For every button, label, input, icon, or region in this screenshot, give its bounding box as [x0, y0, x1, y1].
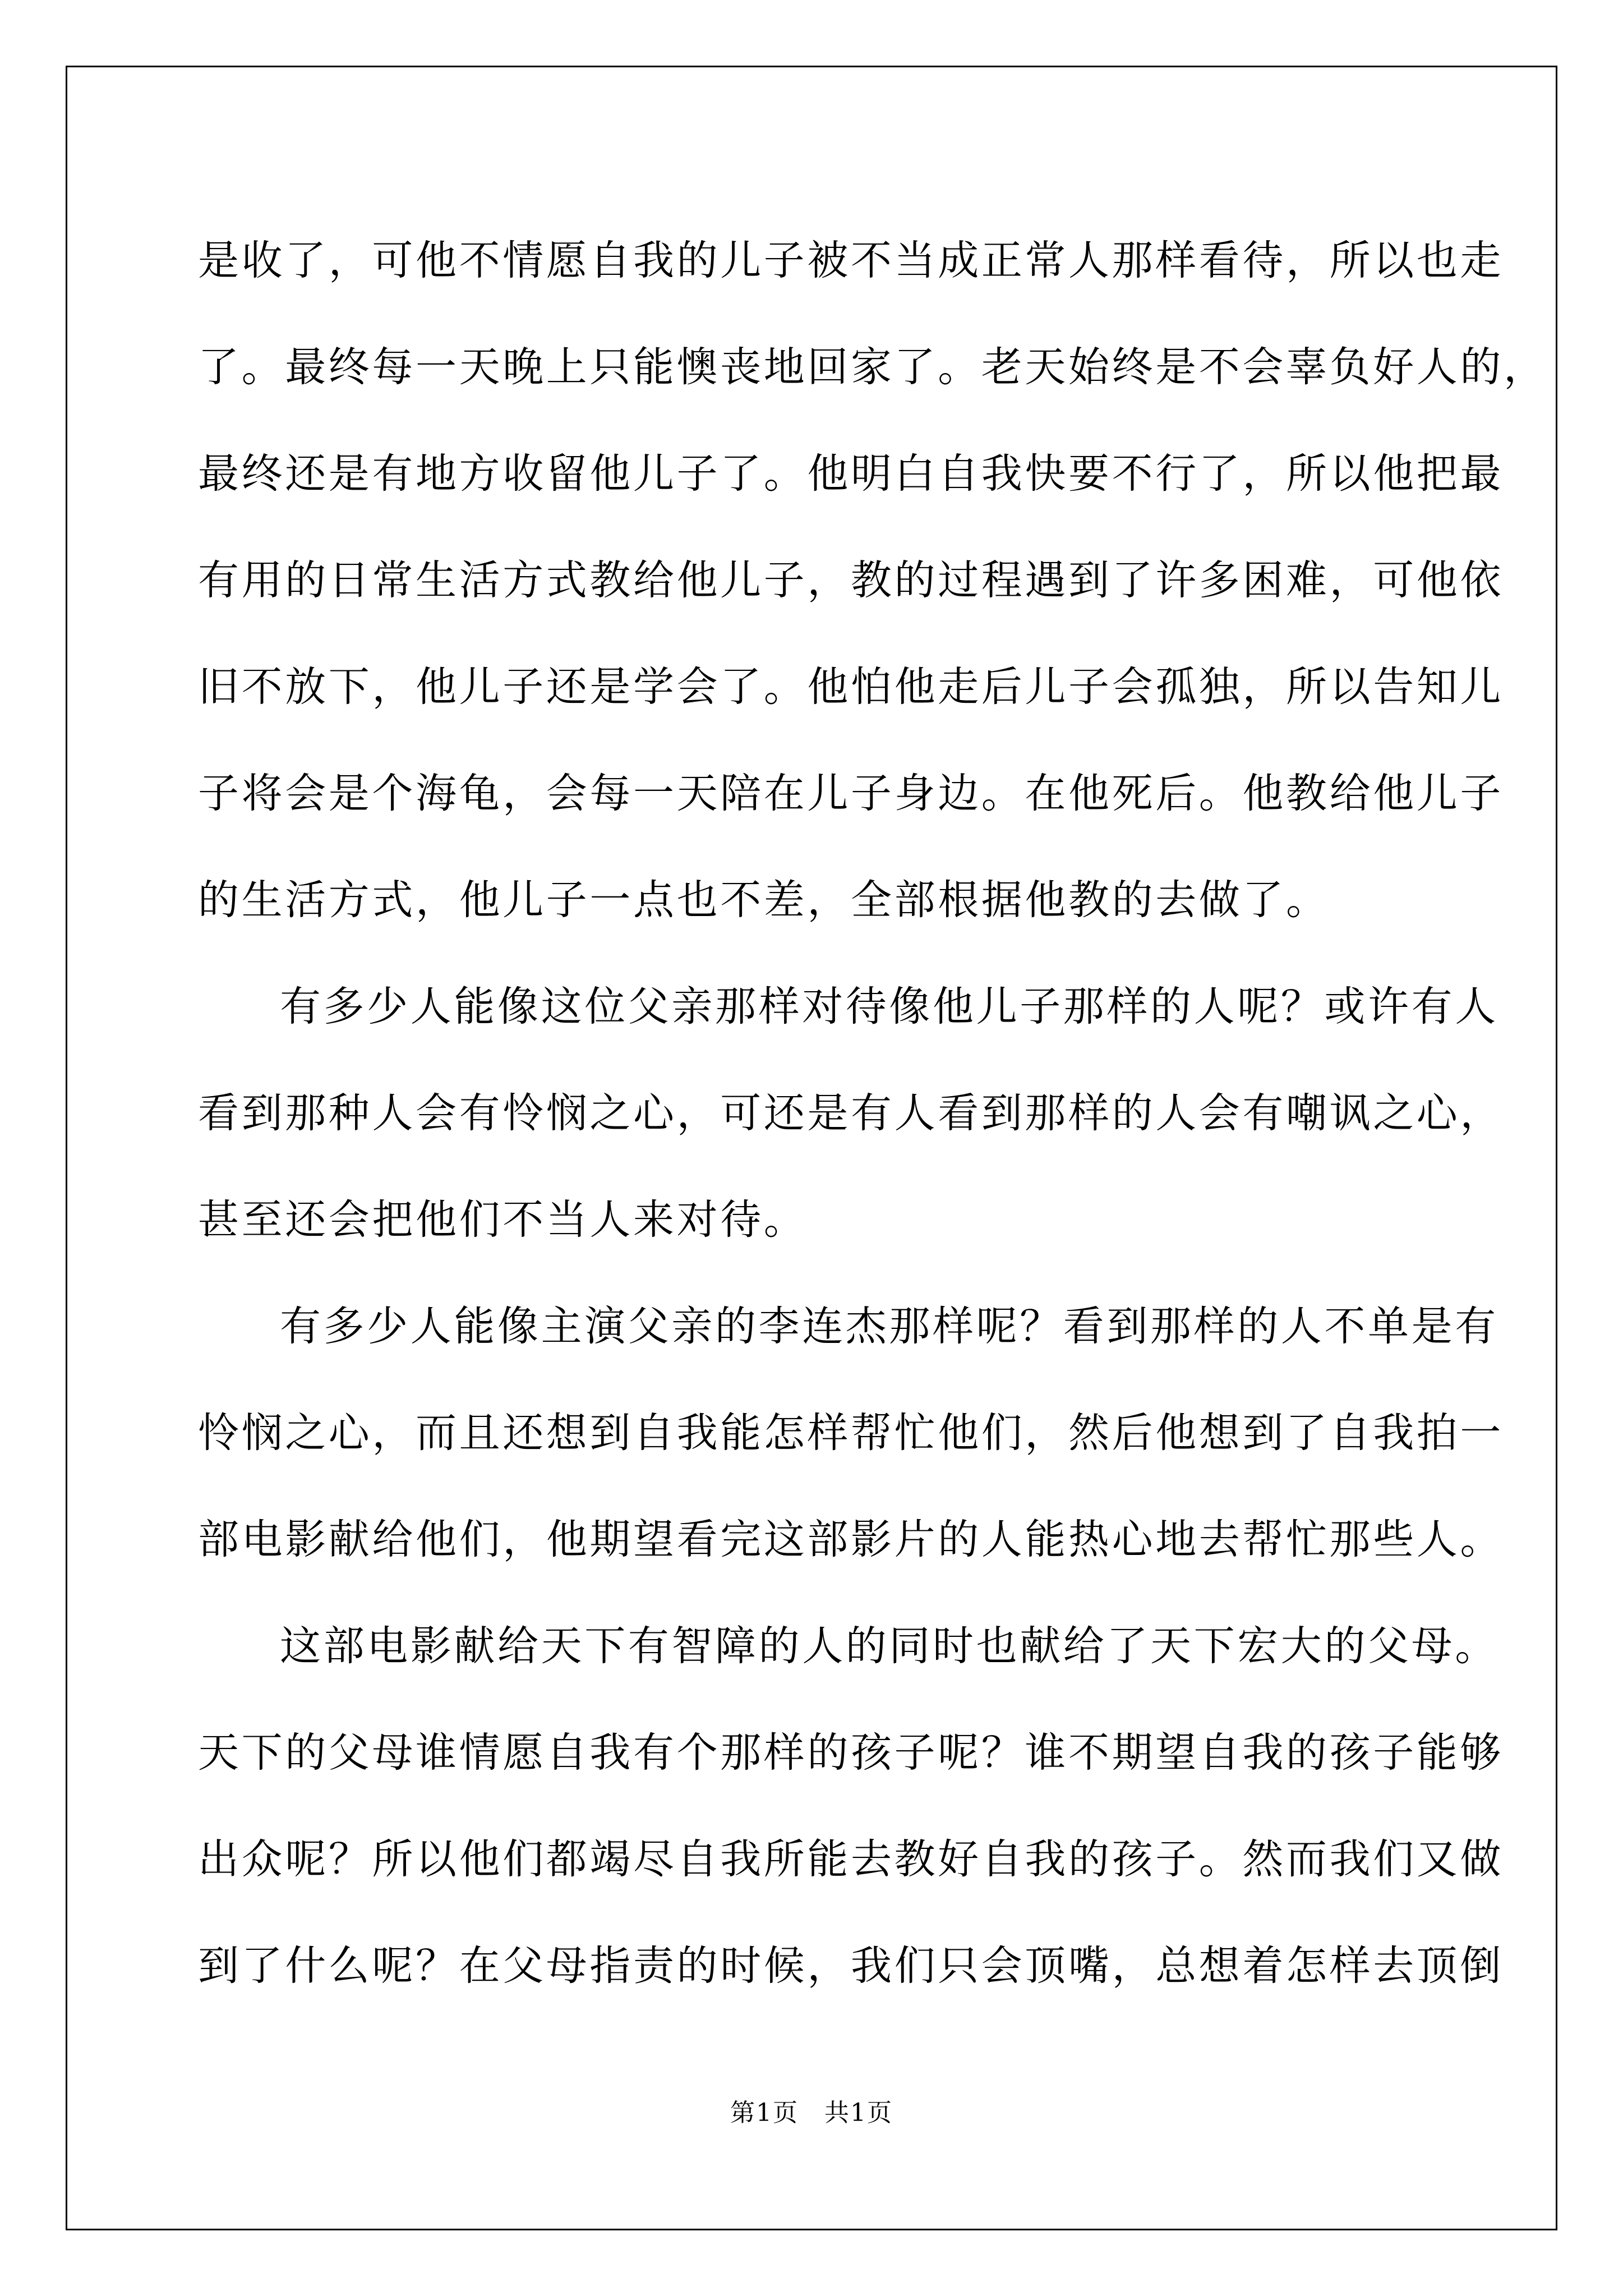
text-line: 部电影献给他们，他期望看完这部影片的人能热心地去帮忙那些人。 — [198, 1516, 1504, 1563]
text-line: 出众呢？所以他们都竭尽自我所能去教好自我的孩子。然而我们又做 — [198, 1835, 1504, 1883]
paragraph-start-line: 有多少人能像主演父亲的李连杰那样呢？看到那样的人不单是有 — [280, 1303, 1498, 1350]
text-line: 了。最终每一天晚上只能懊丧地回家了。老天始终是不会辜负好人的， — [198, 343, 1547, 391]
text-line: 怜悯之心，而且还想到自我能怎样帮忙他们，然后他想到了自我拍一 — [198, 1409, 1504, 1457]
document-body — [198, 208, 1547, 2019]
text-line: 到了什么呢？在父母指责的时候，我们只会顶嘴，总想着怎样去顶倒 — [198, 1942, 1504, 1990]
text-line: 是收了，可他不情愿自我的儿子被不当成正常人那样看待，所以也走 — [198, 237, 1504, 284]
text-line: 天下的父母谁情愿自我有个那样的孩子呢？谁不期望自我的孩子能够 — [198, 1729, 1504, 1777]
text-line: 甚至还会把他们不当人来对待。 — [198, 1196, 808, 1244]
paragraph-start-line: 有多少人能像这位父亲那样对待像他儿子那样的人呢？或许有人 — [280, 983, 1498, 1030]
text-line: 子将会是个海龟，会每一天陪在儿子身边。在他死后。他教给他儿子 — [198, 770, 1504, 817]
paragraph-start-line: 这部电影献给天下有智障的人的同时也献给了天下宏大的父母。 — [280, 1622, 1498, 1670]
text-line: 看到那种人会有怜悯之心，可还是有人看到那样的人会有嘲讽之心， — [198, 1089, 1504, 1137]
text-line: 最终还是有地方收留他儿子了。他明白自我快要不行了，所以他把最 — [198, 450, 1504, 498]
text-line: 的生活方式，他儿子一点也不差，全部根据他教的去做了。 — [198, 876, 1330, 924]
text-line: 旧不放下，他儿子还是学会了。他怕他走后儿子会孤独，所以告知儿 — [198, 663, 1504, 711]
page-footer: 第1页 共1页 — [730, 2099, 893, 2127]
text-line: 有用的日常生活方式教给他儿子，教的过程遇到了许多困难，可他依 — [198, 556, 1504, 604]
